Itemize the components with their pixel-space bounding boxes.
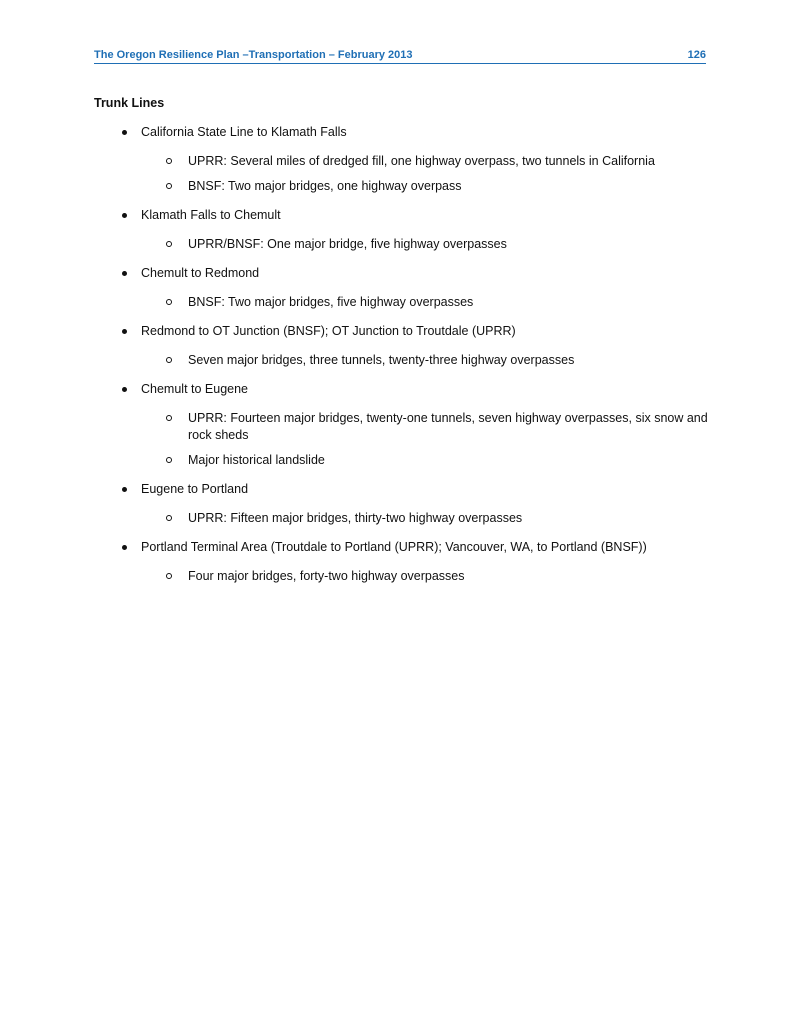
- bullet-icon: [122, 271, 127, 276]
- circle-bullet-icon: [166, 183, 172, 189]
- sub-list-item: [188, 510, 708, 527]
- sub-list-item-text: UPRR: Fourteen major bridges, twenty-one tunnels, seven highway overpasses, six snow and rock sheds: [188, 411, 708, 442]
- sub-list-item-text: UPRR: Fifteen major bridges, thirty-two highway overpasses: [188, 511, 523, 525]
- sub-list-item: [188, 236, 708, 253]
- sub-list: [188, 410, 708, 469]
- list-item: [141, 124, 711, 195]
- circle-bullet-icon: [166, 241, 172, 247]
- bullet-icon: [122, 545, 127, 550]
- sub-list-item: [188, 568, 708, 585]
- list-item-label: Chemult to Redmond: [141, 266, 260, 280]
- sub-list: [188, 352, 708, 369]
- sub-list-item-text: UPRR/BNSF: One major bridge, five highway overpasses: [188, 237, 507, 251]
- circle-bullet-icon: [166, 515, 172, 521]
- bullet-icon: [122, 213, 127, 218]
- circle-bullet-icon: [166, 457, 172, 463]
- list-item-label: Eugene to Portland: [141, 482, 249, 496]
- sub-list: [188, 510, 708, 527]
- list-item: [141, 265, 711, 311]
- circle-bullet-icon: [166, 299, 172, 305]
- bullet-icon: [122, 329, 127, 334]
- sub-list: [188, 568, 708, 585]
- running-header: [94, 48, 706, 64]
- sub-list-item: [188, 452, 708, 469]
- circle-bullet-icon: [166, 158, 172, 164]
- sub-list-item-text: Major historical landslide: [188, 453, 325, 467]
- sub-list-item: [188, 153, 708, 170]
- sub-list-item-text: BNSF: Two major bridges, one highway overpass: [188, 179, 462, 193]
- list-item: [141, 481, 711, 527]
- sub-list: [188, 153, 708, 195]
- sub-list: [188, 294, 708, 311]
- list-item: [141, 539, 711, 585]
- circle-bullet-icon: [166, 357, 172, 363]
- header-title: The Oregon Resilience Plan –Transportation – February 2013: [94, 49, 413, 61]
- sub-list-item: [188, 410, 708, 444]
- list-item: [141, 381, 711, 469]
- circle-bullet-icon: [166, 415, 172, 421]
- section-title: Trunk Lines: [94, 96, 165, 110]
- sub-list-item-text: UPRR: Several miles of dredged fill, one highway overpass, two tunnels in California: [188, 154, 655, 168]
- bullet-icon: [122, 130, 127, 135]
- trunk-lines-list: [141, 124, 711, 585]
- list-item-label: California State Line to Klamath Falls: [141, 125, 347, 139]
- list-item: [141, 323, 711, 369]
- circle-bullet-icon: [166, 573, 172, 579]
- page-number: 126: [687, 49, 706, 61]
- list-item-label: Klamath Falls to Chemult: [141, 208, 281, 222]
- sub-list-item-text: BNSF: Two major bridges, five highway overpasses: [188, 295, 474, 309]
- sub-list-item: [188, 352, 708, 369]
- list-item-label: Portland Terminal Area (Troutdale to Portland (UPRR); Vancouver, WA, to Portland (BNSF)): [141, 540, 647, 554]
- sub-list: [188, 236, 708, 253]
- sub-list-item: [188, 294, 708, 311]
- sub-list-item-text: Four major bridges, forty-two highway overpasses: [188, 569, 465, 583]
- bullet-icon: [122, 387, 127, 392]
- list-item-label: Redmond to OT Junction (BNSF); OT Junction to Troutdale (UPRR): [141, 324, 516, 338]
- sub-list-item-text: Seven major bridges, three tunnels, twenty-three highway overpasses: [188, 353, 575, 367]
- bullet-icon: [122, 487, 127, 492]
- list-item: [141, 207, 711, 253]
- sub-list-item: [188, 178, 708, 195]
- list-item-label: Chemult to Eugene: [141, 382, 249, 396]
